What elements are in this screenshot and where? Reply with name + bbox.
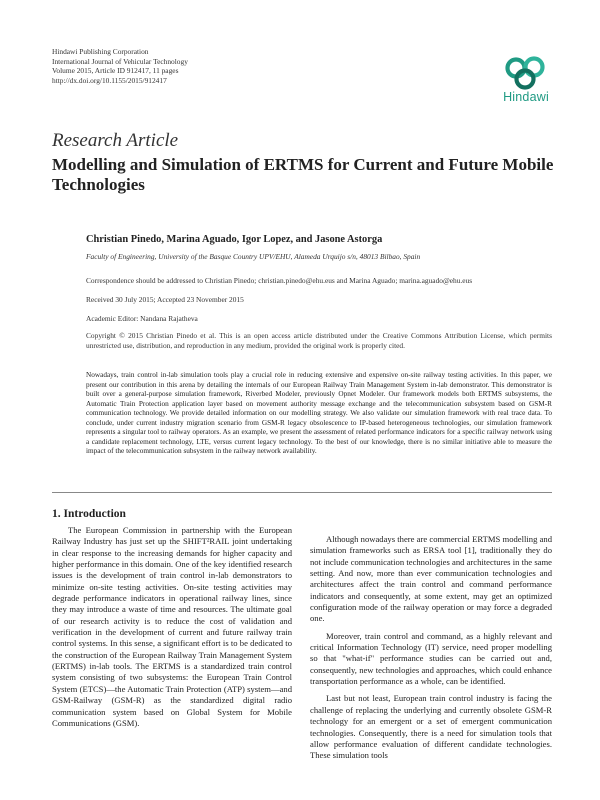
hindawi-logo bbox=[496, 55, 556, 104]
hindawi-rings-icon bbox=[503, 55, 549, 91]
author-list: Christian Pinedo, Marina Aguado, Igor Lopez, and Jasone Astorga bbox=[86, 234, 383, 245]
paragraph: Moreover, train control and command, as a highly relevant and critical Information Technology (IT) service, need proper modelling so that "what-if" performance studies can be carried out and, consequently, new technologies and approaches, which could enhance transportation performance as a whole, can be identified. bbox=[310, 630, 552, 687]
publisher-name: Hindawi Publishing Corporation bbox=[52, 47, 149, 56]
copyright-license: Copyright © 2015 Christian Pinedo et al. This is an open access article distributed under the Creative Commons Attribution License, which permits unrestricted use, distribution, and reproduction in any medium, provided the original work is properly cited. bbox=[86, 331, 552, 350]
article-title: Modelling and Simulation of ERTMS for Current and Future Mobile Technologies bbox=[52, 155, 554, 194]
journal-masthead bbox=[52, 47, 188, 85]
abstract-text: Nowadays, train control in-lab simulation tools play a crucial role in reducing extensive and expensive on-site railway testing activities. In this paper, we present our contribution in this arena by detailing the internals of our European Railway Train Management System in-lab demonstrator. This demonstrator is built over a general-purpose simulation framework, Riverbed Modeler, previously Opnet Modeler. Our framework models both ERTMS subsystems, the Automatic Train Protection application layer based on movement authority message exchange and the telecommunication subsystem based on GSM-R communication technology. We provide detailed information on our modelling strategy. We also validate our simulation framework with real trace data. To conclude, under current industry migration scenario from GSM-R legacy obsolescence to IP-based heterogeneous technologies, our simulation framework represents a singular tool to railway operators. As an example, we present the assessment of related performance indicators for a specific railway network using a candidate replacement technology, LTE, versus current legacy technology. To the best of our knowledge, there is no similar initiative able to measure the impact of the telecommunication subsystem in the railway network availability. bbox=[86, 371, 552, 456]
left-column bbox=[52, 525, 292, 729]
affiliation: Faculty of Engineering, University of the Basque Country UPV/EHU, Alameda Urquijo s/n, 48013 Bilbao, Spain bbox=[86, 252, 421, 261]
section-heading-introduction: 1. Introduction bbox=[52, 508, 126, 520]
volume-line: Volume 2015, Article ID 912417, 11 pages bbox=[52, 66, 179, 76]
article-type: Research Article bbox=[52, 130, 179, 151]
journal-name: International Journal of Vehicular Technology bbox=[52, 56, 188, 66]
received-accepted-dates: Received 30 July 2015; Accepted 23 November 2015 bbox=[86, 295, 244, 304]
hindawi-logo-text: Hindawi bbox=[503, 90, 549, 104]
doi-link[interactable]: http://dx.doi.org/10.1155/2015/912417 bbox=[52, 75, 167, 85]
section-divider bbox=[52, 492, 552, 493]
correspondence-line: Correspondence should be addressed to Christian Pinedo; christian.pinedo@ehu.eus and Marina Aguado; marina.aguado@ehu.eus bbox=[86, 276, 473, 285]
paragraph: Last but not least, European train control industry is facing the challenge of replacing the underlying and currently obsolete GSM-R technology for an emergent or a set of emergent communication technologies. Consequently, there is a need for simulation tools that allow performance evaluation of different candidate technologies. These simulation tools bbox=[310, 693, 552, 761]
paragraph: The European Commission in partnership with the European Railway Industry has just set up the SHIFT²RAIL joint undertaking in clear response to the increasing demands for higher capacity and higher performance in this domain. One of the key identified research issues is the development of train control in-lab demonstrators to minimize on-site testing activities. On-site testing activities may degrade performance indicators in operational railway lines, since they may introduce a waste of time and resources. The ultimate goal of our research activity is to reduce the cost of validation and verification in the development of current and future railway train control systems. In this sense, a significant effort is to be dedicated to the construction of the European Railway Train Management System (ERTMS) in-lab tools. The ERTMS is a standardized train control system consisting of two subsystems: the European Train Control System (ETCS)—the Automatic Train Protection (ATP) system—and GSM-Railway (GSM-R) as the standardized digital radio communication system based on Global System for Mobile Communications (GSM). bbox=[52, 525, 292, 728]
academic-editor: Academic Editor: Nandana Rajatheva bbox=[86, 314, 198, 323]
right-column bbox=[310, 534, 552, 762]
paragraph: Although nowadays there are commercial ERTMS modelling and simulation frameworks such as ERSA tool [1], traditionally they do not include communication technologies and architectures in the same setting. And now, more than ever communication technologies and architectures affect the train control and command performance indicators and consequently, at some extent, may get an optimized configuration mode of the railway operation or may force a degraded one. bbox=[310, 534, 552, 624]
